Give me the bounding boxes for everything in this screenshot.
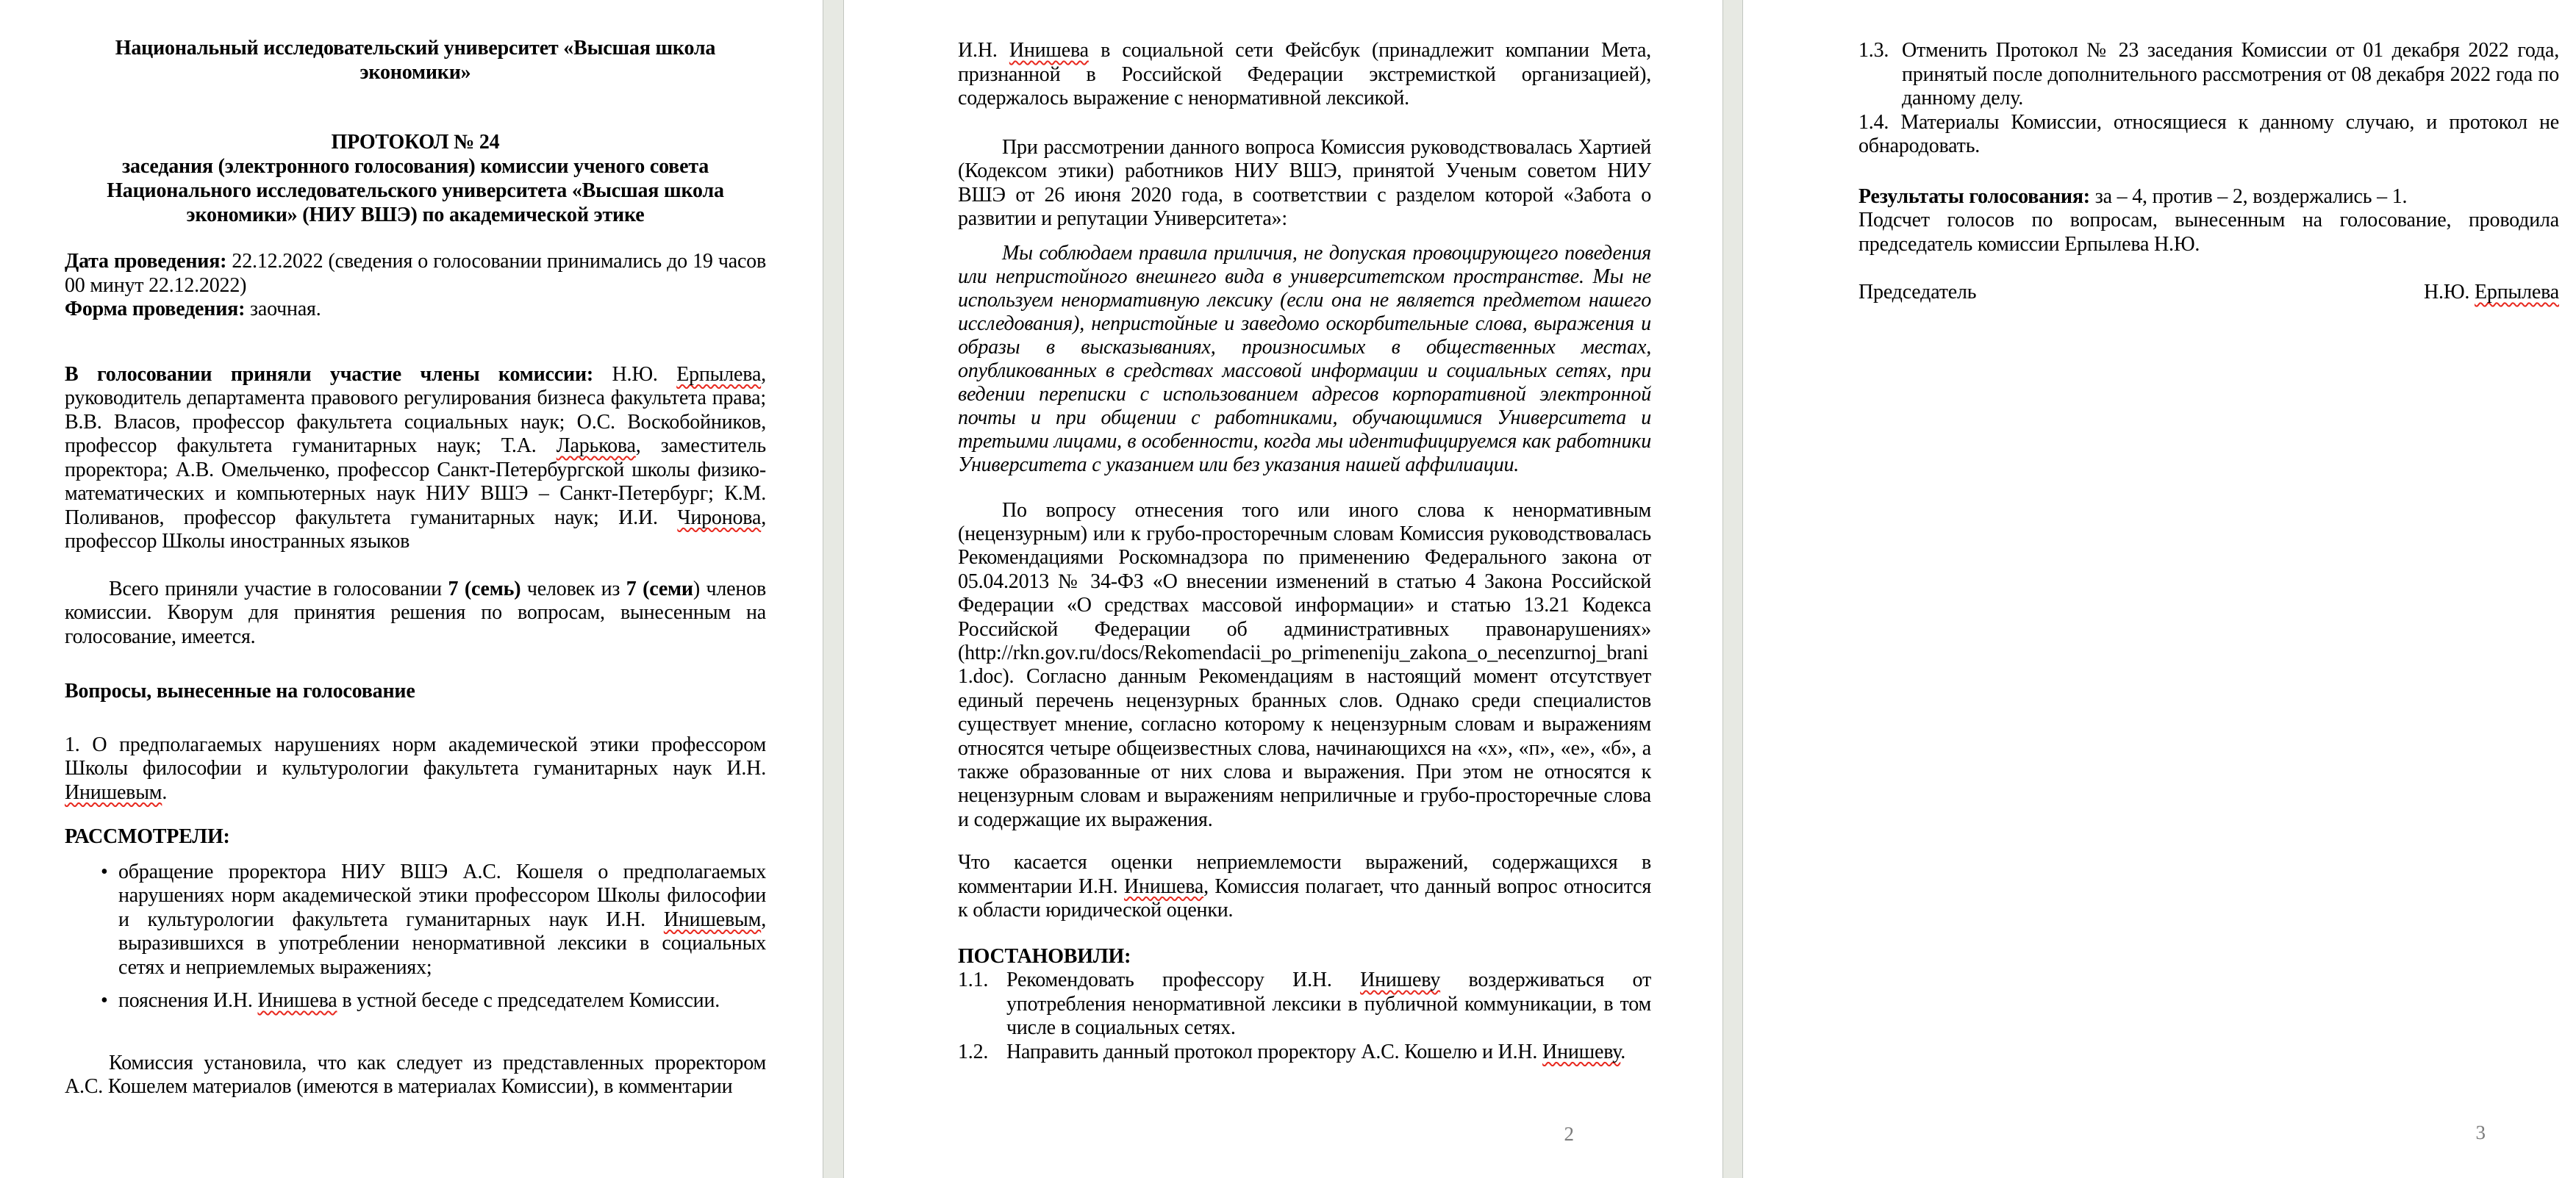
bullet-item	[118, 861, 766, 980]
text-segment: за – 4, против – 2, воздержались – 1.	[2094, 184, 2408, 208]
spellcheck-flagged-name: Инишева	[257, 989, 337, 1012]
resolution-item-1-3	[1858, 39, 2559, 111]
text-segment: ) членов комиссии. Кворум для принятия решения по вопросам, вынесенным на голосование, имеется.	[65, 577, 767, 648]
considered-header: РАССМОТРЕЛИ:	[65, 825, 230, 848]
questions-header: Вопросы, вынесенные на голосование	[65, 680, 415, 703]
spellcheck-flagged-name: Инишевым	[65, 780, 162, 804]
roskomnadzor-paragraph: По вопросу отнесения того или иного слова к ненормативным (нецензурным) или к грубо-просторечным словам Комиссия руководствовалась Рекомендациями Роскомнадзора по применению Федерального закона от 05.04.2013 № 34-ФЗ «О внесении изменений в статью 4 Закона Российской Федерации «О средствах массовой информации» и статью 13.21 Кодекса Российской Федерации об административных правонарушениях» (http://rkn.gov.ru/docs/Rekomendacii_po_primeneniju_zakona_o_necenzurnoj_brani1.doc). Согласно данным Рекомендациям в настоящий момент отсутствует единый перечень нецензурных бранных слов. Однако среди специалистов существует мнение, согласно которому к нецензурным словам и выражениям относятся четыре общеизвестных слова, начинающихся на «х», «п», «е», «б», а также образованные от них слова и выражения. При этом не относятся к нецензурным словам и выражениям неприличные и грубо-просторечные слова и содержащие их выражения.	[958, 498, 1651, 831]
text-segment: , профессор Школы иностранных языков	[65, 506, 766, 553]
text-segment: 1. О предполагаемых нарушениях норм академической этики профессором Школы философии и культурологии факультета гуманитарных наук И.Н.	[65, 733, 766, 780]
signature-name	[2424, 281, 2559, 305]
page-number: 2	[1564, 1123, 1574, 1145]
text-segment: , выразившихся в употреблении ненормативной лексики в социальных сетях и неприемлемых выражениях;	[118, 908, 766, 979]
question-1-paragraph	[65, 733, 766, 805]
protocol-number: ПРОТОКОЛ № 24	[331, 131, 500, 154]
participants-paragraph	[65, 363, 766, 554]
resolution-item-text: Отменить Протокол № 23 заседания Комиссии от 01 декабря 2022 года, принятый после дополнительного рассмотрения от 08 декабря 2022 года по данному делу.	[1902, 39, 2559, 109]
text-segment: 22.12.2022 (сведения о голосовании принимались до 19 часов 00 минут 22.12.2022)	[65, 250, 766, 297]
spellcheck-flagged-name: Ерпылева	[2475, 281, 2559, 304]
meeting-form	[65, 298, 766, 322]
commission-established-paragraph: Комиссия установила, что как следует из представленных проректором А.С. Кошелем материалов (имеются в материалах Комиссии), в комментарии	[65, 1051, 766, 1098]
text-segment: , заместитель проректора; А.В. Омельченко, профессор Санкт-Петербургской школы физико-математических и компьютерных наук НИУ ВШЭ – Санкт-Петербург; К.М. Поливанов, профессор факультета гуманитарных наук; И.И.	[65, 434, 766, 529]
organization-title	[65, 37, 766, 85]
signature-row	[1858, 281, 2559, 305]
charter-paragraph: При рассмотрении данного вопроса Комиссия руководствовалась Хартией (Кодексом этики) работников НИУ ВШЭ, принятой Ученым советом НИУ ВШЭ от 26 июня 2020 года, в соответствии с разделом которой «Забота о развитии и репутации Университета»:	[958, 135, 1651, 230]
protocol-heading-line: экономики» (НИУ ВШЭ) по академической этике	[186, 204, 645, 226]
charter-quote: Мы соблюдаем правила приличия, не допуская провоцирующего поведения или непристойного внешнего вида в университетском пространстве. Мы не используем ненормативную лексику (если она не является предметом нашего исследования), непристойные и заведомо оскорбительные слова, выражения и образы в высказываниях, произносимых в общественных местах, опубликованных в средствах массовой информации и социальных сетях, при ведении переписки с использованием адресов корпоративной электронной почты и при общении с работниками, обучающимися Университета и третьими лицами, в особенности, когда мы идентифицируемся как работники Университета с указанием или без указания нашей аффилиации.	[958, 241, 1651, 476]
legal-assessment-paragraph	[958, 851, 1651, 923]
spellcheck-flagged-name: Чиронова	[677, 506, 762, 529]
page-1-content	[65, 0, 766, 1178]
text-segment: в социальной сети Фейсбук (принадлежит компании Мета, признанной в Российской Федерации экстремисткой организацией), содержалось выражение с ненормативной лексикой.	[958, 39, 1651, 109]
text-segment: Н.Ю.	[612, 362, 677, 386]
considered-list	[65, 861, 766, 1013]
spellcheck-flagged-name: Ерпылева	[676, 362, 762, 386]
spellcheck-flagged-name: Инишеву	[1360, 969, 1441, 992]
protocol-heading	[65, 130, 766, 227]
organization-title-line: экономики»	[359, 60, 471, 84]
page-2	[843, 0, 1723, 1178]
text-segment: Направить данный протокол проректору А.С. Кошелю и И.Н.	[1006, 1040, 1543, 1063]
organization-title-line: Национальный исследовательский университет «Высшая школа	[115, 37, 716, 60]
page-3-content	[1858, 0, 2559, 1178]
resolution-item-1-1	[958, 969, 1651, 1041]
facebook-comment-paragraph	[958, 39, 1651, 111]
page-number: 3	[2475, 1121, 2486, 1143]
protocol-heading-line: Национального исследовательского университета «Высшая школа	[107, 179, 724, 202]
text-segment: Дата проведения:	[65, 250, 232, 273]
text-segment: 7 (семь)	[448, 577, 521, 600]
resolved-header: ПОСТАНОВИЛИ:	[958, 944, 1131, 968]
page-2-content	[958, 0, 1651, 1178]
text-segment: заочная.	[250, 298, 321, 320]
meeting-date	[65, 250, 766, 298]
bullet-item	[118, 989, 766, 1013]
page-1	[0, 0, 823, 1178]
text-segment: В голосовании приняли участие члены комиссии:	[65, 362, 612, 386]
text-segment: обращение проректора НИУ ВШЭ А.С. Кошеля о предполагаемых нарушениях норм академической этики профессором Школы философии и культурологии факультета гуманитарных наук И.Н.	[118, 860, 766, 931]
text-segment: в устной беседе с председателем Комиссии.	[337, 989, 720, 1012]
resolution-item-number: 1.2.	[958, 1040, 989, 1063]
text-segment: Форма проведения:	[65, 298, 250, 320]
text-segment: Всего приняли участие в голосовании	[109, 577, 448, 600]
text-segment: воздерживаться от употребления ненормативной лексики в публичной коммуникации, в том числе в социальных сетях.	[1006, 969, 1651, 1040]
spellcheck-flagged-name: Инишева	[1009, 39, 1089, 62]
text-segment: , Комиссия полагает, что данный вопрос относится к области юридической оценки.	[958, 874, 1651, 922]
text-segment: Н.Ю.	[2424, 281, 2475, 304]
text-segment: человек из	[520, 577, 626, 600]
text-segment: .	[162, 780, 168, 804]
resolution-item-number: 1.1.	[958, 969, 989, 992]
text-segment: Результаты голосования:	[1858, 184, 2095, 208]
text-segment: пояснения И.Н.	[118, 989, 258, 1012]
page-3	[1742, 0, 2576, 1178]
resolution-item-1-4: 1.4. Материалы Комиссии, относящиеся к данному случаю, и протокол не обнародовать.	[1858, 110, 2559, 157]
signature-title: Председатель	[1858, 281, 1977, 304]
text-segment: Рекомендовать профессору И.Н.	[1006, 969, 1361, 992]
text-segment: Что касается оценки неприемлемости выражений, содержащихся в комментарии И.Н.	[958, 851, 1651, 898]
resolution-item-text	[1006, 969, 1651, 1039]
text-segment: И.Н.	[958, 39, 1009, 62]
text-segment: 7 (семи	[626, 577, 693, 600]
resolution-item-number: 1.3.	[1858, 39, 1889, 62]
text-segment: .	[1620, 1040, 1626, 1063]
spellcheck-flagged-name: Инишевым	[663, 908, 762, 931]
spellcheck-flagged-name: Ларькова	[556, 434, 636, 457]
text-segment: , руководитель департамента правового регулирования бизнеса факультета права; В.В. Власов, профессор факультета социальных наук; О.С. Воскобойников, профессор факультета гуманитарных наук; Т.А.	[65, 362, 766, 457]
quorum-paragraph	[65, 578, 766, 650]
meeting-details	[65, 250, 766, 322]
protocol-heading-line: заседания (электронного голосования) комиссии ученого совета	[121, 155, 709, 178]
spellcheck-flagged-name: Инишева	[1124, 874, 1204, 898]
resolution-item-text	[1006, 1041, 1625, 1063]
vote-counting-paragraph: Подсчет голосов по вопросам, вынесенным на голосование, проводила председатель комиссии Ерпылева Н.Ю.	[1858, 209, 2559, 256]
spellcheck-flagged-name: Инишеву	[1542, 1040, 1621, 1063]
resolution-item-1-2	[958, 1041, 1651, 1065]
voting-results-paragraph	[1858, 185, 2559, 209]
